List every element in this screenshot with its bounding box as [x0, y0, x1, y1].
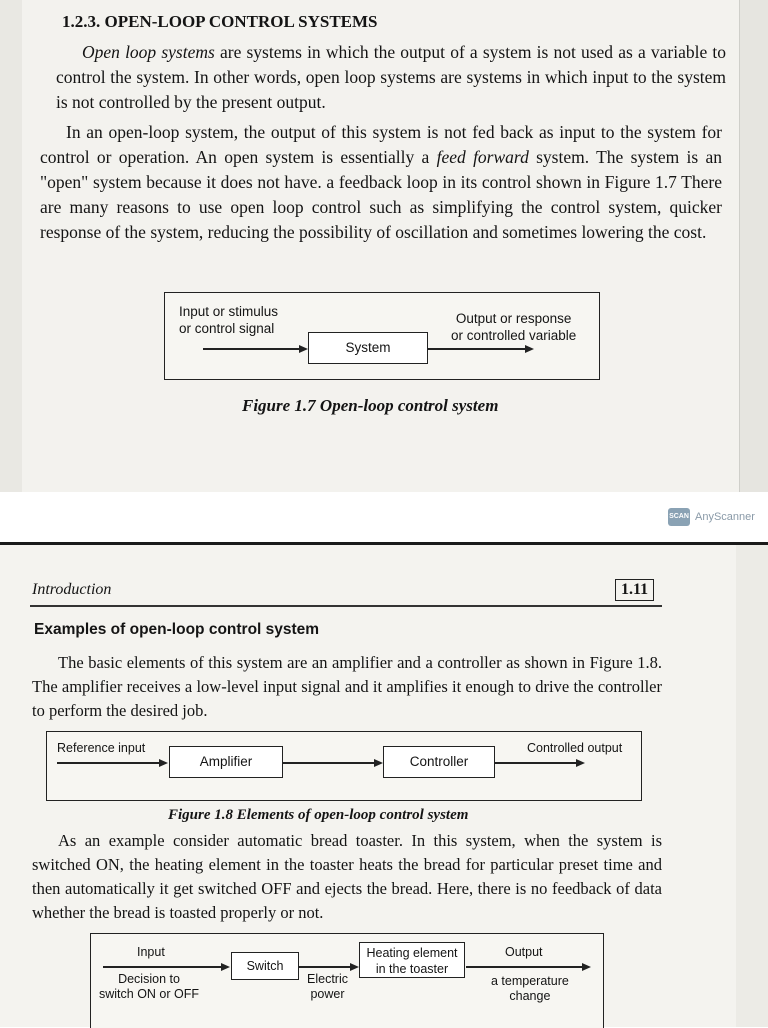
- watermark-text: AnyScanner: [695, 511, 755, 523]
- paragraph-text: In an open-loop system, the output of this system is not fed back as input to the system for control or operation. An open system is essentially a: [40, 122, 722, 167]
- fig18-output-arrowhead: [576, 759, 585, 767]
- paragraph-text: are systems in which the output of a system is not used as a variable to control the system. In other words, open loop systems are systems in which input to the system is not controlled by the present output.: [56, 42, 727, 112]
- emphasis-feed-forward: feed forward: [436, 147, 529, 167]
- toaster-heating-line1: Heating element: [366, 946, 458, 960]
- fig17-system-label: System: [345, 340, 391, 355]
- paragraph-open-loop-explanation: [40, 120, 722, 245]
- toaster-input-arrowhead: [221, 963, 230, 971]
- figure-1-8-caption: Figure 1.8 Elements of open-loop control system: [168, 807, 469, 823]
- page-number: 1.11: [615, 579, 654, 601]
- fig17-input-line1: Input or stimulus: [179, 304, 279, 319]
- fig17-output-arrow: [427, 348, 527, 350]
- section-heading: 1.2.3. OPEN-LOOP CONTROL SYSTEMS: [62, 12, 378, 31]
- fig17-input-arrow: [203, 348, 301, 350]
- running-head: Introduction: [32, 581, 112, 598]
- fig17-output-line2: or controlled variable: [451, 328, 577, 343]
- figure-1-7-caption: Figure 1.7 Open-loop control system: [242, 396, 499, 415]
- paragraph-bread-toaster: [32, 829, 662, 925]
- scanned-page-top: [0, 0, 768, 492]
- page-gap: [0, 492, 768, 542]
- toaster-middle-arrowhead: [350, 963, 359, 971]
- toaster-middle-arrow: [298, 966, 352, 968]
- fig18-middle-arrow: [282, 762, 376, 764]
- fig17-input-arrowhead: [299, 345, 308, 353]
- fig18-reference-label: Reference input: [57, 741, 146, 755]
- toaster-decision-line2: switch ON or OFF: [99, 987, 200, 1001]
- fig17-input-line2: or control signal: [179, 321, 275, 336]
- fig18-output-arrow: [494, 762, 578, 764]
- page-shadow-left: [0, 0, 22, 492]
- toaster-diagram: [90, 933, 604, 1028]
- fig18-controller-block: [383, 746, 495, 778]
- figure-1-8-diagram: [46, 731, 642, 801]
- fig18-amplifier-label: Amplifier: [199, 754, 253, 769]
- toaster-electric-line1: Electric: [307, 972, 348, 986]
- toaster-temp-line2: change: [509, 989, 551, 1003]
- toaster-input-arrow: [103, 966, 225, 968]
- scanned-page-bottom: [0, 542, 768, 1027]
- fig17-input-label: [179, 303, 278, 337]
- toaster-switch-label: Switch: [246, 959, 284, 973]
- toaster-decision-label: [99, 972, 199, 1002]
- emphasis-open-loop: Open loop systems: [82, 42, 215, 62]
- fig17-system-block: [308, 332, 428, 364]
- toaster-output-arrow: [466, 966, 584, 968]
- paragraph-text: system. The system is an "open" system because it does not have. a feedback loop in its control shown in Figure 1.7 There are many reasons to use open loop control such as simplifying the control system, quicker response of the system, reducing the possibility of oscillation and sometimes lowering the cost.: [40, 147, 722, 242]
- toaster-heating-block: [359, 942, 465, 978]
- paragraph-amplifier-controller: [32, 651, 662, 723]
- paragraph-text: As an example consider automatic bread toaster. In this system, when the system is switched ON, the heating element in the toaster heats the bread for particular preset time and then automatically it get switched OFF and ejects the bread. Here, there is no feedback of data whether the bread is toasted properly or not.: [32, 831, 662, 922]
- scanner-watermark: [668, 508, 755, 526]
- fig17-output-line1: Output or response: [455, 311, 572, 326]
- fig18-amplifier-block: [169, 746, 283, 778]
- toaster-output-arrowhead: [582, 963, 591, 971]
- fig17-output-arrowhead: [525, 345, 534, 353]
- toaster-electric-label: [307, 972, 348, 1002]
- toaster-switch-block: [231, 952, 299, 980]
- page-shadow-right: [736, 545, 768, 1027]
- fig18-controller-label: Controller: [409, 754, 469, 769]
- fig17-output-label: [451, 310, 576, 344]
- fig18-reference-arrow: [57, 762, 161, 764]
- toaster-output-label: Output: [505, 945, 543, 959]
- toaster-decision-line1: Decision to: [118, 972, 180, 986]
- toaster-heating-line2: in the toaster: [375, 962, 449, 976]
- fig18-reference-arrowhead: [159, 759, 168, 767]
- anyscanner-logo-icon: SCAN: [668, 508, 690, 526]
- paragraph-open-loop-definition: [56, 40, 726, 115]
- fig18-middle-arrowhead: [374, 759, 383, 767]
- toaster-temp-line1: a temperature: [491, 974, 569, 988]
- page-shadow-right: [739, 0, 768, 492]
- toaster-input-label: Input: [137, 945, 165, 959]
- figure-1-7-diagram: [164, 292, 600, 380]
- section-title: Examples of open-loop control system: [34, 621, 320, 638]
- toaster-temperature-label: [491, 974, 569, 1004]
- toaster-electric-line2: power: [310, 987, 345, 1001]
- fig18-output-label: Controlled output: [527, 741, 623, 755]
- header-rule: [30, 605, 662, 607]
- paragraph-text: The basic elements of this system are an amplifier and a controller as shown in Figure 1.8. The amplifier receives a low-level input signal and it amplifies it enough to drive the controller to perform the desired job.: [32, 653, 662, 720]
